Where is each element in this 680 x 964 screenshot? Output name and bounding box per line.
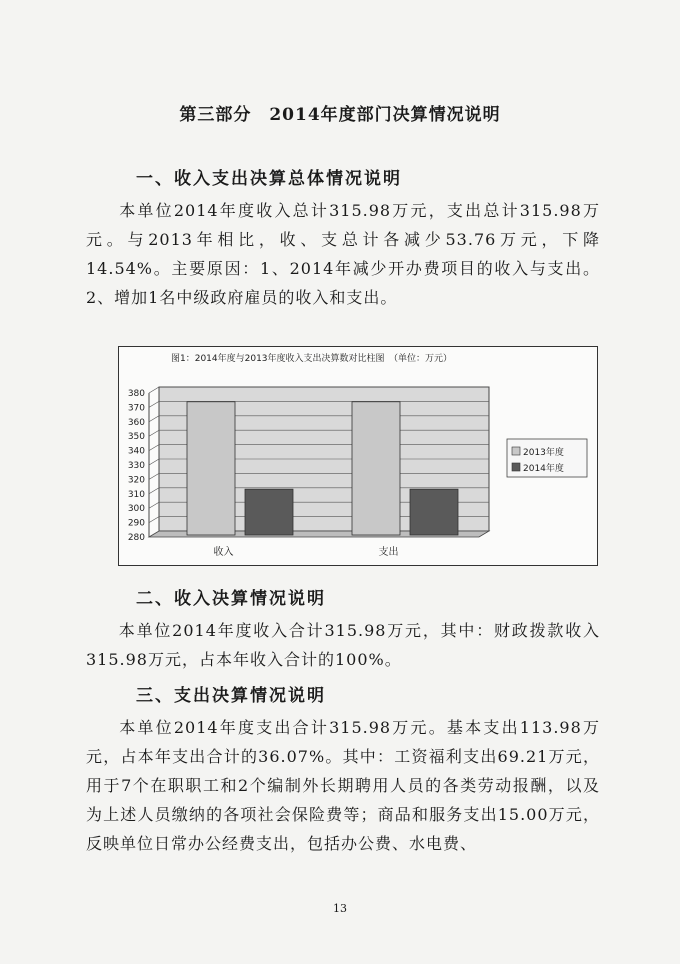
y-tick-label: 360 [127, 417, 145, 428]
gridline-side [149, 517, 159, 523]
x-tick-label: 支出 [378, 547, 399, 558]
gridline-side [149, 387, 159, 393]
x-tick-label: 收入 [213, 547, 234, 558]
chart-title: 图1：2014年度与2013年度收入支出决算数对比柱图 （单位：万元） [171, 354, 453, 364]
section2-heading: 二、收入决算情况说明 [136, 589, 326, 609]
y-tick-label: 300 [127, 504, 145, 515]
bar-2014年度-支出 [410, 489, 458, 535]
section1-heading: 一、收入支出决算总体情况说明 [136, 169, 402, 189]
gridline-side [149, 416, 159, 422]
gridline-side [149, 401, 159, 407]
y-tick-label: 350 [127, 432, 145, 443]
chart-svg [119, 347, 597, 565]
gridline-side [149, 445, 159, 451]
section1-body [86, 196, 600, 312]
legend-swatch [512, 463, 520, 471]
gridline-side [149, 488, 159, 494]
comparison-bar-chart [118, 346, 598, 566]
gridline-side [149, 473, 159, 479]
y-tick-label: 310 [127, 489, 145, 500]
section2-text: 本单位2014年度收入合计315.98万元，其中：财政拨款收入315.98万元，占本年收入合计的100%。 [86, 621, 600, 669]
page-number: 13 [333, 902, 347, 915]
y-tick-label: 290 [127, 518, 145, 529]
gridline-side [149, 502, 159, 508]
y-tick-label: 340 [127, 446, 145, 457]
bar-2014年度-收入 [245, 489, 293, 535]
section1-text: 本单位2014年度收入总计315.98万元，支出总计315.98万元。与2013年相比，收、支总计各减少53.76万元，下降14.54%。主要原因：1、2014年减少开办费项目的收入与支出。2、增加1名中级政府雇员的收入和支出。 [86, 201, 600, 307]
y-tick-label: 330 [127, 461, 145, 471]
gridline-side [149, 430, 159, 436]
legend-swatch [512, 447, 520, 455]
gridline-side [149, 459, 159, 465]
bar-2013年度-支出 [352, 402, 400, 535]
section3-text: 本单位2014年度支出合计315.98万元。基本支出113.98万元，占本年支出合计的36.07%。其中：工资福利支出69.21万元，用于7个在职职工和2个编制外长期聘用人员的各类劳动报酬，以及为上述人员缴纳的各项社会保险费等；商品和服务支出15.00万元，反映单位日常办公经费支出，包括办公费、水电费、 [86, 718, 600, 853]
section3-body [86, 713, 600, 858]
y-tick-label: 320 [127, 475, 145, 486]
y-tick-label: 370 [127, 403, 145, 414]
legend-label: 2014年度 [523, 464, 564, 474]
legend-label: 2013年度 [523, 448, 564, 458]
y-tick-label: 280 [127, 533, 145, 543]
bar-2013年度-收入 [187, 402, 235, 535]
page-title: 第三部分 2014年度部门决算情况说明 [179, 105, 501, 125]
section3-heading: 三、支出决算情况说明 [136, 686, 326, 706]
section2-body [86, 616, 600, 674]
y-tick-label: 380 [127, 389, 145, 399]
